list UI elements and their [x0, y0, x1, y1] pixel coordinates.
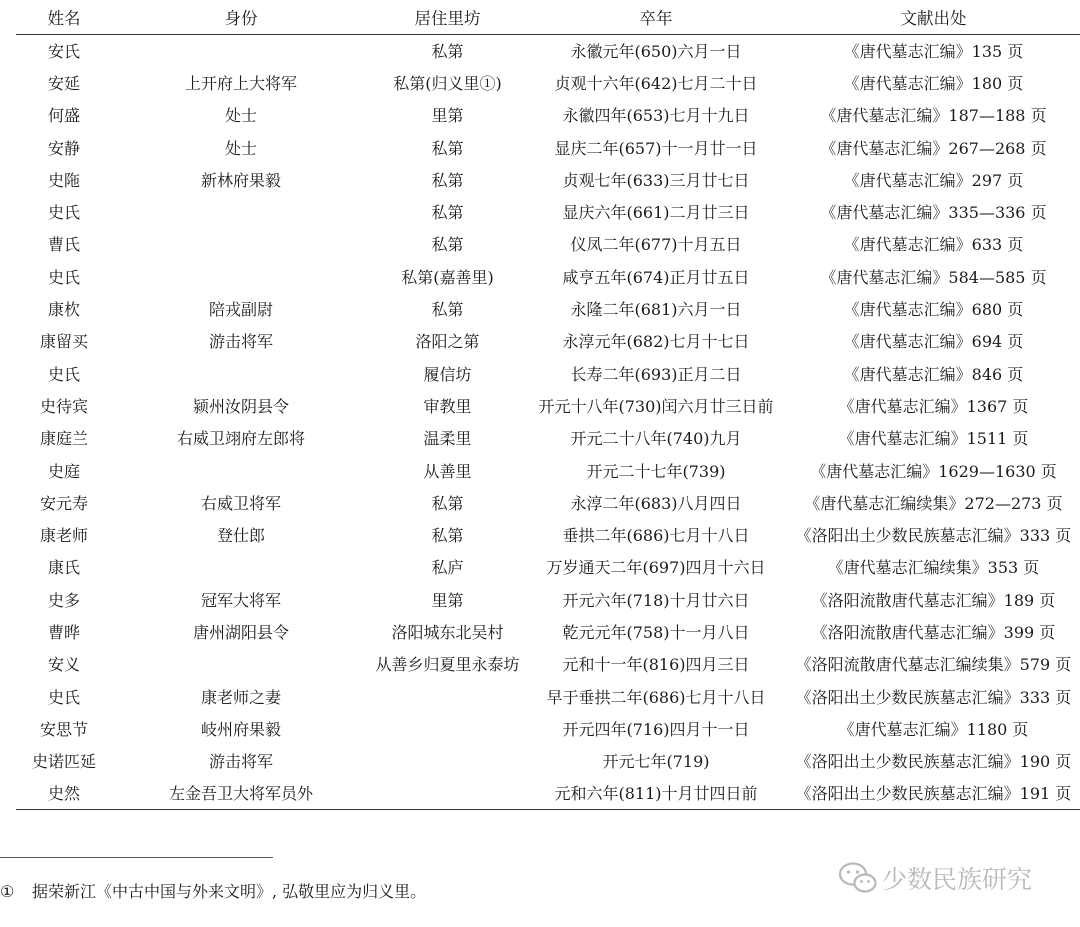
status-cell: 处士 — [224, 138, 257, 158]
name-cell: 史陁 — [47, 170, 80, 190]
residence-cell: 私第 — [431, 235, 464, 255]
residence-cell: 洛阳城东北吴村 — [391, 622, 504, 642]
residence-cell: 私第 — [431, 138, 464, 158]
source-cell: 《唐代墓志汇编》1367 页 — [838, 396, 1029, 416]
residence-cell — [370, 680, 525, 712]
status-cell: 上开府上大将军 — [184, 73, 297, 93]
status-cell: 左金吾卫大将军员外 — [168, 784, 313, 804]
residence-cell: 私第 — [431, 493, 464, 513]
footnote-mark: ① — [0, 882, 15, 901]
death-year-cell: 永淳元年(682)七月十七日 — [562, 332, 750, 352]
residence-cell: 里第 — [431, 106, 464, 126]
name-cell: 史待宾 — [39, 396, 88, 416]
table-row — [16, 680, 1080, 712]
source-cell: 《唐代墓志汇编》135 页 — [843, 41, 1024, 61]
status-cell — [112, 551, 370, 583]
death-year-cell: 永徽元年(650)六月一日 — [570, 41, 742, 61]
table-row — [16, 260, 1080, 292]
table-row — [16, 325, 1080, 357]
status-cell — [112, 357, 370, 389]
death-year-cell: 早于垂拱二年(686)七月十八日 — [546, 687, 766, 707]
status-cell — [112, 228, 370, 260]
death-year-cell: 开元六年(718)十月廿六日 — [562, 590, 750, 610]
source-cell: 《唐代墓志汇编》180 页 — [843, 73, 1024, 93]
status-cell: 岐州府果毅 — [200, 719, 281, 739]
death-year-cell: 开元十八年(730)闰六月廿三日前 — [538, 396, 774, 416]
table-row — [16, 422, 1080, 454]
name-cell: 史氏 — [47, 364, 80, 384]
status-cell — [112, 454, 370, 486]
residence-cell: 私第 — [431, 526, 464, 546]
status-cell: 唐州湖阳县令 — [192, 622, 289, 642]
death-year-cell: 永隆二年(681)六月一日 — [570, 300, 742, 320]
residence-cell: 私第 — [431, 300, 464, 320]
death-year-cell: 万岁通天二年(697)四月十六日 — [546, 558, 766, 578]
status-cell: 颍州汝阴县令 — [192, 396, 289, 416]
residence-cell: 里第 — [431, 590, 464, 610]
table-row — [16, 615, 1080, 647]
status-cell — [112, 195, 370, 227]
source-cell: 《洛阳出土少数民族墓志汇编》191 页 — [795, 784, 1072, 804]
status-cell: 游击将军 — [208, 332, 273, 352]
source-cell: 《唐代墓志汇编》584—585 页 — [820, 267, 1047, 287]
footnote-divider — [0, 857, 273, 858]
table-row — [16, 163, 1080, 195]
source-cell: 《唐代墓志汇编续集》272—273 页 — [804, 493, 1063, 513]
name-cell: 安义 — [47, 655, 80, 675]
name-cell: 康氏 — [47, 558, 80, 578]
name-cell: 康老师 — [39, 526, 88, 546]
death-year-cell: 元和十一年(816)四月三日 — [562, 655, 750, 675]
name-cell: 史庭 — [47, 461, 80, 481]
residence-cell: 私第 — [431, 41, 464, 61]
wechat-icon — [838, 861, 878, 895]
table-row — [16, 99, 1080, 131]
name-cell: 史氏 — [47, 203, 80, 223]
status-cell: 登仕郎 — [216, 526, 265, 546]
table-row — [16, 712, 1080, 744]
table-row — [16, 648, 1080, 680]
source-cell: 《唐代墓志汇编》297 页 — [843, 170, 1024, 190]
source-cell: 《唐代墓志汇编》846 页 — [843, 364, 1024, 384]
table-row — [16, 131, 1080, 163]
footnote — [0, 879, 426, 902]
status-cell: 右威卫翊府左郎将 — [176, 429, 305, 449]
name-cell: 曹晔 — [47, 622, 80, 642]
table-row — [16, 357, 1080, 389]
source-cell: 《唐代墓志汇编》1511 页 — [838, 429, 1029, 449]
death-year-cell: 显庆二年(657)十一月廿一日 — [554, 138, 758, 158]
name-cell: 史然 — [47, 784, 80, 804]
source-cell: 《唐代墓志汇编》694 页 — [843, 332, 1024, 352]
source-cell: 《洛阳出土少数民族墓志汇编》333 页 — [795, 687, 1072, 707]
name-cell: 曹氏 — [47, 235, 80, 255]
death-year-cell: 乾元元年(758)十一月八日 — [562, 622, 750, 642]
death-year-cell: 贞观十六年(642)七月二十日 — [554, 73, 758, 93]
name-cell: 安元寿 — [39, 493, 88, 513]
residence-cell — [370, 777, 525, 809]
death-year-cell: 咸亨五年(674)正月廿五日 — [562, 267, 750, 287]
death-year-cell: 元和六年(811)十月廿四日前 — [554, 784, 758, 804]
death-year-cell: 开元四年(716)四月十一日 — [562, 719, 750, 739]
status-cell: 新林府果毅 — [200, 170, 281, 190]
table-row — [16, 454, 1080, 486]
death-year-cell: 开元二十七年(739) — [586, 461, 726, 481]
table-row — [16, 745, 1080, 777]
header-death-year: 卒年 — [639, 8, 673, 28]
status-cell: 右威卫将军 — [200, 493, 281, 513]
residence-cell: 私第 — [431, 203, 464, 223]
name-cell: 康留买 — [39, 332, 88, 352]
data-table-container — [16, 0, 1080, 810]
table-row — [16, 228, 1080, 260]
watermark-text: 少数民族研究 — [882, 865, 1033, 894]
residence-cell — [370, 745, 525, 777]
source-cell: 《唐代墓志汇编续集》353 页 — [827, 558, 1040, 578]
header-residence: 居住里坊 — [414, 8, 481, 28]
table-header-row — [16, 0, 1080, 34]
name-cell: 安氏 — [47, 41, 80, 61]
name-cell: 安思节 — [39, 719, 88, 739]
table-row — [16, 551, 1080, 583]
status-cell: 处士 — [224, 106, 257, 126]
residence-cell: 从善里 — [423, 461, 472, 481]
death-year-cell: 开元七年(719) — [602, 752, 710, 772]
residence-cell: 审教里 — [423, 396, 472, 416]
table-row — [16, 34, 1080, 66]
watermark — [838, 860, 1032, 896]
name-cell: 安延 — [47, 73, 80, 93]
name-cell: 安静 — [47, 138, 80, 158]
status-cell — [112, 34, 370, 66]
table-row — [16, 583, 1080, 615]
death-year-cell: 长寿二年(693)正月二日 — [570, 364, 742, 384]
footnote-text: 据荣新江《中古中国与外来文明》, 弘敬里应为归义里。 — [32, 882, 427, 901]
death-year-cell: 垂拱二年(686)七月十八日 — [562, 526, 750, 546]
source-cell: 《唐代墓志汇编》1629—1630 页 — [810, 461, 1057, 481]
header-status: 身份 — [224, 8, 258, 28]
source-cell: 《洛阳出土少数民族墓志汇编》333 页 — [795, 526, 1072, 546]
name-cell: 康庭兰 — [39, 429, 88, 449]
status-cell — [112, 648, 370, 680]
table-row — [16, 389, 1080, 421]
residence-cell: 温柔里 — [423, 429, 472, 449]
name-cell: 史诺匹延 — [31, 752, 96, 772]
source-cell: 《洛阳流散唐代墓志汇编续集》579 页 — [795, 655, 1072, 675]
source-cell: 《洛阳流散唐代墓志汇编》399 页 — [811, 622, 1056, 642]
header-source: 文献出处 — [900, 8, 967, 28]
residence-cell: 私第(嘉善里) — [401, 267, 494, 287]
status-cell — [112, 260, 370, 292]
death-year-cell: 贞观七年(633)三月廿七日 — [562, 170, 750, 190]
death-year-cell: 开元二十八年(740)九月 — [570, 429, 742, 449]
epitaph-table — [16, 0, 1080, 810]
table-row — [16, 777, 1080, 809]
status-cell: 游击将军 — [208, 752, 273, 772]
residence-cell: 私第 — [431, 170, 464, 190]
table-row — [16, 195, 1080, 227]
source-cell: 《洛阳出土少数民族墓志汇编》190 页 — [795, 752, 1072, 772]
source-cell: 《唐代墓志汇编》335—336 页 — [820, 203, 1047, 223]
name-cell: 史多 — [47, 590, 80, 610]
table-row — [16, 66, 1080, 98]
source-cell: 《唐代墓志汇编》267—268 页 — [820, 138, 1047, 158]
residence-cell — [370, 712, 525, 744]
death-year-cell: 永徽四年(653)七月十九日 — [562, 106, 750, 126]
name-cell: 康杴 — [47, 300, 80, 320]
status-cell: 陪戎副尉 — [208, 300, 273, 320]
residence-cell: 私庐 — [431, 558, 464, 578]
table-row — [16, 518, 1080, 550]
source-cell: 《唐代墓志汇编》1180 页 — [838, 719, 1029, 739]
death-year-cell: 显庆六年(661)二月廿三日 — [562, 203, 750, 223]
residence-cell: 履信坊 — [423, 364, 472, 384]
source-cell: 《唐代墓志汇编》680 页 — [843, 300, 1024, 320]
table-row — [16, 486, 1080, 518]
death-year-cell: 永淳二年(683)八月四日 — [570, 493, 742, 513]
status-cell: 康老师之妻 — [200, 687, 281, 707]
source-cell: 《唐代墓志汇编》187—188 页 — [820, 106, 1047, 126]
death-year-cell: 仪凤二年(677)十月五日 — [570, 235, 742, 255]
header-name: 姓名 — [47, 8, 81, 28]
residence-cell: 从善乡归夏里永泰坊 — [375, 655, 520, 675]
name-cell: 史氏 — [47, 267, 80, 287]
table-row — [16, 292, 1080, 324]
source-cell: 《唐代墓志汇编》633 页 — [843, 235, 1024, 255]
status-cell: 冠军大将军 — [200, 590, 281, 610]
source-cell: 《洛阳流散唐代墓志汇编》189 页 — [811, 590, 1056, 610]
residence-cell: 洛阳之第 — [415, 332, 480, 352]
residence-cell: 私第(归义里①) — [393, 73, 502, 93]
name-cell: 何盛 — [47, 106, 80, 126]
name-cell: 史氏 — [47, 687, 80, 707]
